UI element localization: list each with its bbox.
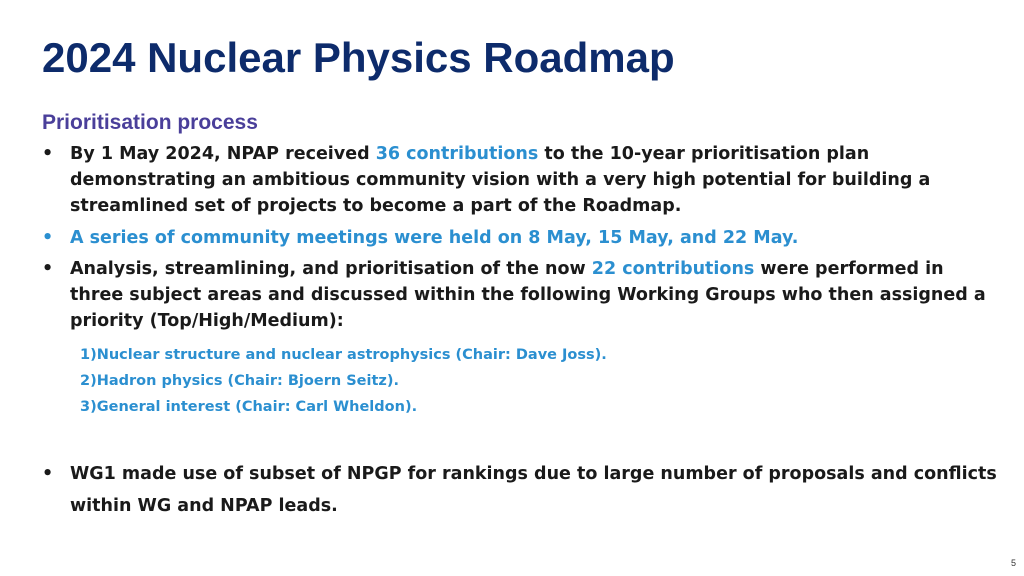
contributions-count-highlight: 36 contributions (375, 144, 539, 164)
bullet-icon: • (42, 228, 54, 248)
page-number: 5 (1010, 558, 1016, 568)
bullet-text: By 1 May 2024, NPAP received 36 contributions to the 10-year prioritisation plan demonstrating an ambitious community vision with a very high potential for building a streamlined set of projects to become a part of the Roadmap. (70, 144, 931, 216)
working-group-item: 2)Hadron physics (Chair: Bjoern Seitz). (80, 373, 399, 389)
bullet-analysis-prioritisation (42, 256, 1002, 334)
bullet-npap-contributions (42, 141, 1002, 219)
bullet-icon: • (42, 144, 54, 164)
section-subtitle: Prioritisation process (42, 111, 258, 134)
bullet-text: WG1 made use of subset of NPGP for rankings due to large number of proposals and conflicts within WG and NPAP leads. (70, 464, 997, 516)
bullet-icon: • (42, 464, 54, 484)
working-group-item: 3)General interest (Chair: Carl Wheldon). (80, 399, 418, 415)
slide-title: 2024 Nuclear Physics Roadmap (42, 34, 675, 81)
bullet-text: A series of community meetings were held on 8 May, 15 May, and 22 May. (70, 228, 799, 248)
bullet-icon: • (42, 259, 54, 279)
working-group-item: 1)Nuclear structure and nuclear astrophysics (Chair: Dave Joss). (80, 347, 607, 363)
bullet-text: Analysis, streamlining, and prioritisation of the now 22 contributions were performed in three subject areas and discussed within the following Working Groups who then assigned a priority (Top/High/Medium): (70, 259, 986, 331)
contributions-count-highlight: 22 contributions (591, 259, 755, 279)
bullet-community-meetings (42, 225, 1002, 251)
bullet-wg1-npgp (42, 458, 1002, 522)
working-groups-list (80, 342, 607, 420)
